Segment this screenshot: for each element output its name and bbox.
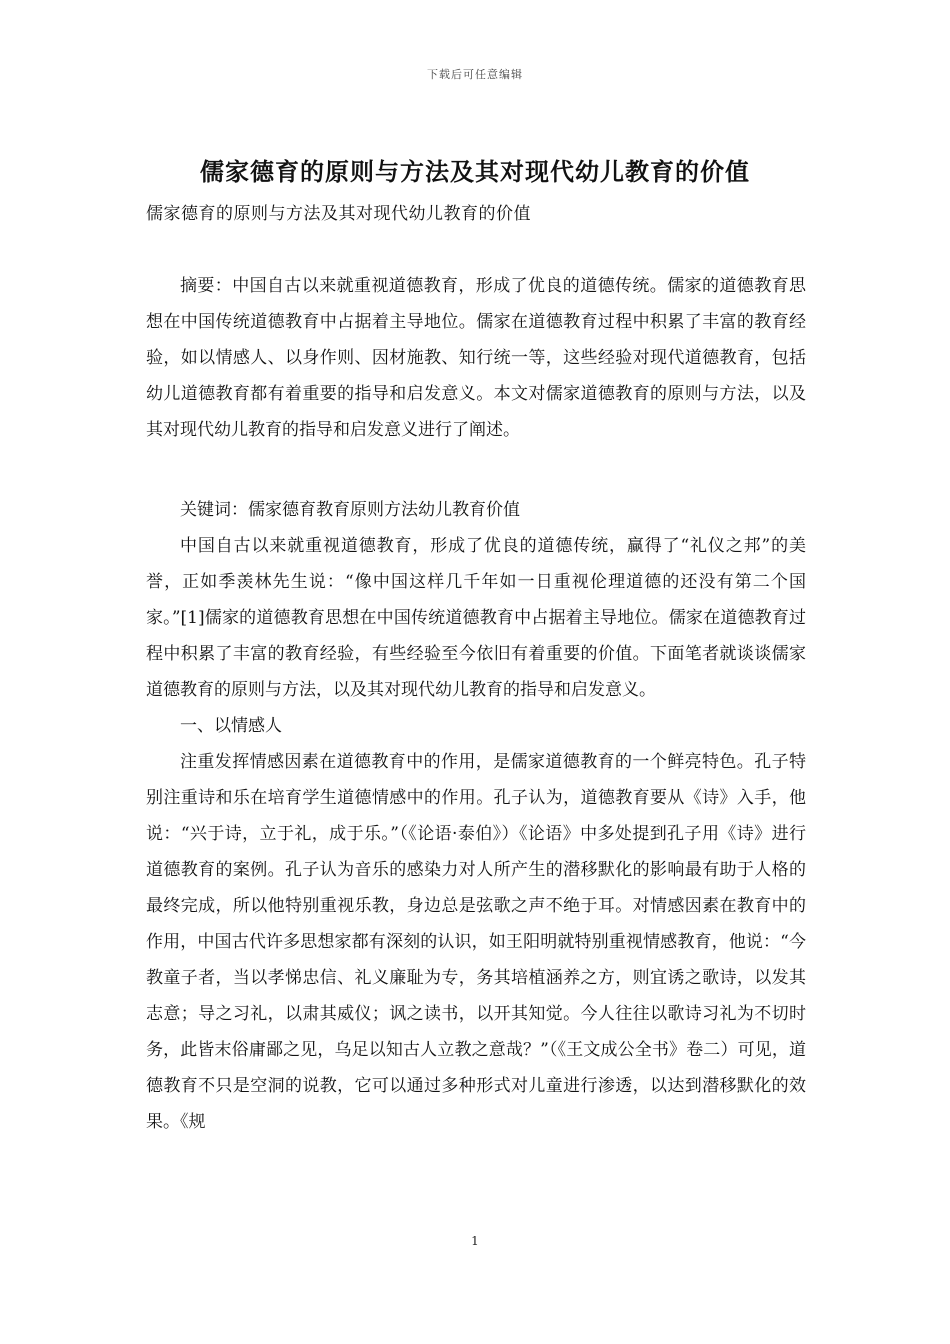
- abstract-paragraph: 摘要：中国自古以来就重视道德教育，形成了优良的道德传统。儒家的道德教育思想在中国传统道德教育中占据着主导地位。儒家在道德教育过程中积累了丰富的教育经验，如以情感人、以身作则、因材施教、知行统一等，这些经验对现代道德教育，包括幼儿道德教育都有着重要的指导和启发意义。本文对儒家道德教育的原则与方法，以及其对现代幼儿教育的指导和启发意义进行了阐述。: [146, 276, 806, 440]
- page-number: 1: [471, 1234, 479, 1248]
- keywords-line: 关键词：儒家德育教育原则方法幼儿教育价值: [180, 500, 520, 520]
- document-subtitle: 儒家德育的原则与方法及其对现代幼儿教育的价值: [146, 204, 531, 224]
- page-header-note: 下载后可任意编辑: [427, 68, 523, 81]
- intro-paragraph: 中国自古以来就重视道德教育，形成了优良的道德传统，赢得了“礼仪之邦”的美誉，正如季羡林先生说：“像中国这样几千年如一日重视伦理道德的还没有第二个国家。”[1]儒家的道德教育思想在中国传统道德教育中占据着主导地位。儒家在道德教育过程中积累了丰富的教育经验，有些经验至今依旧有着重要的价值。下面笔者就谈谈儒家道德教育的原则与方法，以及其对现代幼儿教育的指导和启发意义。: [146, 536, 806, 700]
- main-body: [146, 492, 806, 1140]
- section-body-paragraph: 注重发挥情感因素在道德教育中的作用，是儒家道德教育的一个鲜亮特色。孔子特别注重诗和乐在培育学生道德情感中的作用。孔子认为，道德教育要从《诗》入手，他说：“兴于诗，立于礼，成于乐。”（《论语·泰伯》）《论语》中多处提到孔子用《诗》进行道德教育的案例。孔子认为音乐的感染力对人所产生的潜移默化的影响最有助于人格的最终完成，所以他特别重视乐教，身边总是弦歌之声不绝于耳。对情感因素在教育中的作用，中国古代许多思想家都有深刻的认识，如王阳明就特别重视情感教育，他说：“今教童子者，当以孝悌忠信、礼义廉耻为专，务其培植涵养之方，则宜诱之歌诗，以发其志意；导之习礼，以肃其威仪；讽之读书，以开其知觉。今人往往以歌诗习礼为不切时务，此皆末俗庸鄙之见，乌足以知古人立教之意哉？”（《王文成公全书》卷二）可见，道德教育不只是空洞的说教，它可以通过多种形式对儿童进行渗透，以达到潜移默化的效果。《规: [146, 752, 806, 1132]
- abstract-section: [146, 268, 806, 448]
- document-title: 儒家德育的原则与方法及其对现代幼儿教育的价值: [200, 157, 750, 186]
- section-heading: 一、以情感人: [180, 716, 282, 736]
